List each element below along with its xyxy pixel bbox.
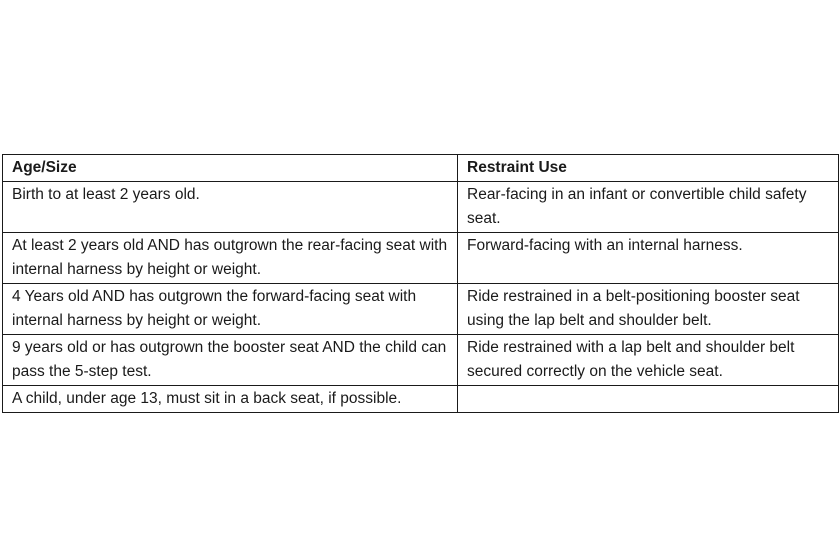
restraint-use-cell	[458, 233, 839, 284]
restraint-use-text: Forward-facing with an internal harness.	[467, 237, 743, 254]
restraint-use-cell	[458, 335, 839, 386]
restraint-table	[2, 154, 839, 413]
age-size-text: 4 Years old AND has outgrown the forward-facing seat with internal harness by height or weight.	[12, 288, 417, 329]
table-header-row	[3, 155, 839, 182]
age-size-text: Birth to at least 2 years old.	[12, 186, 200, 203]
table-row	[3, 233, 839, 284]
age-size-cell	[3, 182, 458, 233]
table-row	[3, 182, 839, 233]
age-size-text: At least 2 years old AND has outgrown the rear-facing seat with internal harness by height or weight.	[12, 237, 448, 278]
table-row	[3, 386, 839, 413]
age-size-cell	[3, 335, 458, 386]
header-age-size: Age/Size	[3, 155, 458, 182]
restraint-use-text: Ride restrained in a belt-positioning booster seat using the lap belt and shoulder belt.	[467, 288, 800, 329]
restraint-table-container	[2, 154, 838, 413]
age-size-text: 9 years old or has outgrown the booster seat AND the child can pass the 5-step test.	[12, 339, 447, 380]
restraint-use-text: Ride restrained with a lap belt and shoulder belt secured correctly on the vehicle seat.	[467, 339, 795, 380]
age-size-cell	[3, 233, 458, 284]
restraint-use-cell	[458, 284, 839, 335]
header-restraint-use: Restraint Use	[458, 155, 839, 182]
age-size-cell	[3, 284, 458, 335]
table-row	[3, 335, 839, 386]
restraint-use-text: Rear-facing in an infant or convertible child safety seat.	[467, 186, 807, 227]
age-size-cell	[3, 386, 458, 413]
age-size-text: A child, under age 13, must sit in a back seat, if possible.	[12, 390, 402, 407]
table-row	[3, 284, 839, 335]
restraint-use-cell	[458, 182, 839, 233]
restraint-use-cell	[458, 386, 839, 413]
